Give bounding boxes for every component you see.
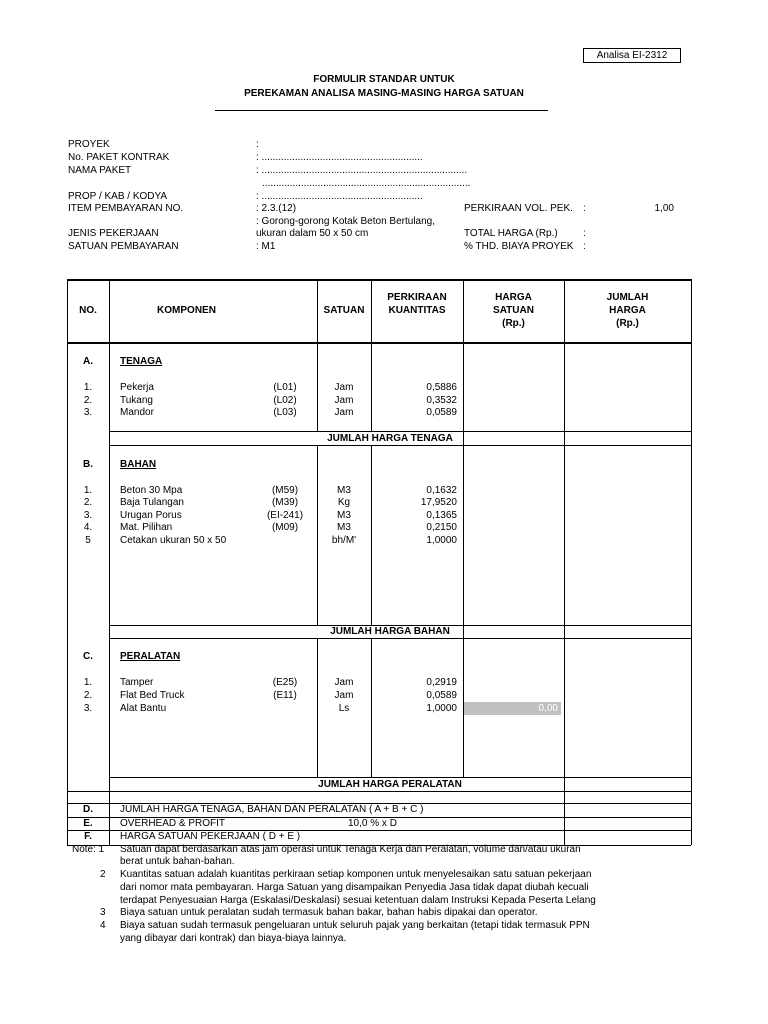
section-b-letter: B.	[83, 459, 93, 470]
nama-paket-value2: ...........................................................................	[262, 178, 471, 189]
jenis-value1: : Gorong-gorong Kotak Beton Bertulang,	[256, 216, 436, 227]
form-code: Analisa EI-2312	[583, 48, 681, 63]
item-label: ITEM PEMBAYARAN NO.	[68, 203, 184, 214]
summary-e-letter: E.	[83, 818, 93, 829]
section-c-letter: C.	[83, 651, 93, 662]
vol-colon: :	[583, 203, 586, 214]
prop-value: : ..........................................................	[256, 191, 423, 202]
col-jumlah-header3: (Rp.)	[616, 318, 639, 329]
section-b-title: BAHAN	[120, 459, 157, 470]
satuan-value: : M1	[256, 241, 276, 252]
col-no-header: NO.	[79, 305, 97, 316]
section-c-title: PERALATAN	[120, 651, 181, 662]
summary-f-text: HARGA SATUAN PEKERJAAN ( D + E )	[120, 831, 301, 842]
vol-label: PERKIRAAN VOL. PEK.	[464, 203, 573, 214]
col-harga-header3: (Rp.)	[502, 318, 525, 329]
proyek-value: :	[256, 139, 259, 150]
total-colon: :	[583, 228, 586, 239]
summary-e-formula: 10,0 % x D	[348, 818, 397, 829]
total-label: TOTAL HARGA (Rp.)	[464, 228, 558, 239]
form-title-line1: FORMULIR STANDAR UNTUK	[313, 74, 455, 85]
col-jumlah-header2: HARGA	[609, 305, 646, 316]
title-rule	[215, 110, 548, 111]
summary-e-text: OVERHEAD & PROFIT	[120, 818, 226, 829]
section-b-total-label: JUMLAH HARGA BAHAN	[330, 626, 450, 637]
persen-colon: :	[583, 241, 586, 252]
persen-label: % THD. BIAYA PROYEK	[464, 241, 574, 252]
col-jumlah-header1: JUMLAH	[606, 292, 649, 303]
alat-bantu-price: 0,00	[464, 702, 561, 715]
form-title-line2: PEREKAMAN ANALISA MASING-MASING HARGA SATUAN	[244, 88, 524, 99]
paket-kontrak-value: : ..........................................................	[256, 152, 423, 163]
summary-d-letter: D.	[83, 804, 93, 815]
vol-value: 1,00	[654, 203, 674, 214]
summary-d-text: JUMLAH HARGA TENAGA, BAHAN DAN PERALATAN ( A + B + C )	[120, 804, 424, 815]
jenis-value2: ukuran dalam 50 x 50 cm	[256, 228, 369, 239]
col-harga-header2: SATUAN	[493, 305, 534, 316]
nama-paket-label: NAMA PAKET	[68, 165, 132, 176]
col-perkiraan-header1: PERKIRAAN	[387, 292, 447, 303]
col-komponen-header: KOMPONEN	[157, 305, 216, 316]
col-perkiraan-header2: KUANTITAS	[388, 305, 446, 316]
nama-paket-value: : ..........................................................................	[256, 165, 468, 176]
section-c-total-label: JUMLAH HARGA PERALATAN	[318, 779, 462, 790]
jenis-label: JENIS PEKERJAAN	[68, 228, 159, 239]
item-value: : 2.3.(12)	[256, 203, 297, 214]
col-harga-header1: HARGA	[495, 292, 532, 303]
col-satuan-header: SATUAN	[323, 305, 365, 316]
prop-label: PROP / KAB / KODYA	[68, 191, 168, 202]
section-a-total-label: JUMLAH HARGA TENAGA	[327, 433, 453, 444]
paket-kontrak-label: No. PAKET KONTRAK	[68, 152, 170, 163]
satuan-label: SATUAN PEMBAYARAN	[68, 241, 179, 252]
section-a-letter: A.	[83, 356, 93, 367]
summary-f-letter: F.	[84, 831, 92, 842]
proyek-label: PROYEK	[68, 139, 110, 150]
section-a-title: TENAGA	[120, 356, 163, 367]
